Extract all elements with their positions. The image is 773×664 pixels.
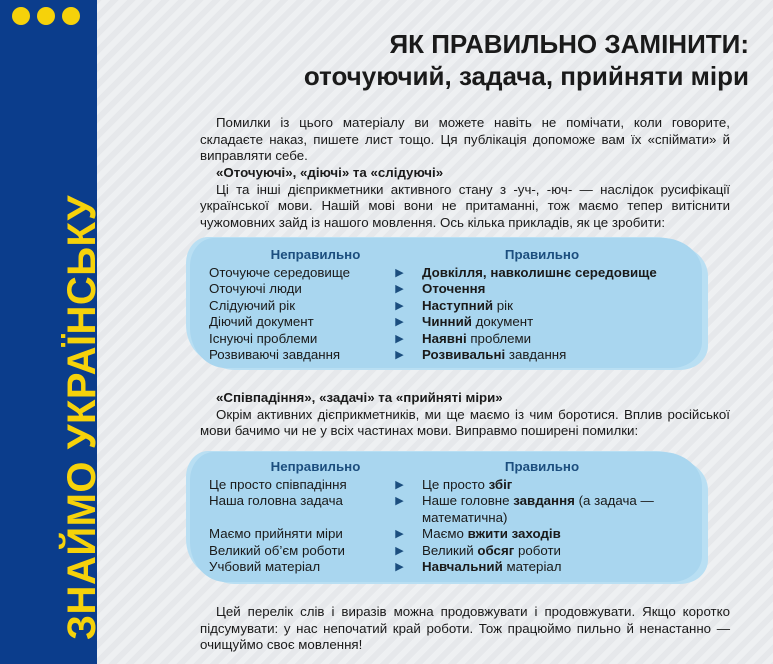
sidebar (0, 0, 104, 664)
dot-icon (12, 7, 30, 25)
arrow-right-icon: ▶ (395, 332, 404, 345)
section2-body: Окрім активних дієприкметників, ми ще маємо із чим боротися. Вплив російської мови бачимо чи не у всіх частинах мови. Виправмо поширені помилки: (200, 406, 730, 439)
table-row (209, 526, 679, 542)
wrong-cell: Діючий документ (209, 314, 314, 330)
table1-header (209, 247, 679, 265)
right-cell: Навчальний матеріал (422, 559, 562, 575)
table-row (209, 314, 679, 330)
col-wrong-header: Неправильно (270, 247, 361, 262)
table1 (209, 247, 679, 363)
table-row (209, 298, 679, 314)
table-row (209, 559, 679, 575)
wrong-cell: Маємо прийняти міри (209, 526, 343, 542)
arrow-right-icon: ▶ (395, 561, 404, 574)
wrong-cell: Великий об’єм роботи (209, 542, 345, 558)
col-wrong-header: Неправильно (270, 459, 361, 474)
right-cell: Наявні проблеми (422, 330, 532, 346)
table-row (209, 265, 679, 281)
decor-dots (12, 7, 80, 25)
arrow-right-icon: ▶ (395, 283, 404, 296)
table-row (209, 477, 679, 493)
right-cell: Наше головне завдання (а задача — математична) (422, 493, 654, 525)
right-cell: Великий обсяг роботи (422, 542, 561, 558)
arrow-right-icon: ▶ (395, 267, 404, 279)
arrow-right-icon: ▶ (395, 479, 404, 491)
section1-heading: «Оточуючі», «діючі» та «слідуючі» (216, 165, 444, 180)
section1-body: Ці та інші дієприкметники активного стану з -уч-, -юч- — наслідок русифікації української мови. Нашій мові вони не притаманні, тож маємо тепер витіснити чужомовних зайд із нашого мовлення. Ось кілька прикладів, як це зробити: (200, 181, 730, 230)
col-right-header: Правильно (504, 247, 580, 262)
right-cell: Це просто збіг (422, 477, 513, 492)
arrow-right-icon: ▶ (395, 495, 404, 508)
table-row (209, 331, 679, 347)
section2-heading: «Співпадіння», «задачі» та «прийняті міри» (216, 390, 503, 405)
table-row (209, 493, 679, 526)
wrong-cell: Оточуючі люди (209, 281, 302, 297)
intro-text: Помилки із цього матеріалу ви можете навіть не помічати, коли говорите, складаєте наказ, пишете лист тощо. Ця публікація допоможе вам їх «спіймати» й виправляти себе. (200, 115, 730, 164)
arrow-right-icon: ▶ (395, 316, 404, 329)
right-cell: Чинний документ (422, 314, 534, 330)
arrow-right-icon: ▶ (395, 299, 404, 312)
page-title (304, 28, 749, 92)
wrong-cell: Учбовий матеріал (209, 559, 321, 575)
title-line-1: ЯК ПРАВИЛЬНО ЗАМІНИТИ: (389, 29, 749, 59)
wrong-cell: Існуючі проблеми (209, 330, 318, 346)
arrow-right-icon: ▶ (395, 544, 404, 557)
section1-text (200, 165, 730, 231)
arrow-right-icon: ▶ (395, 528, 404, 541)
wrong-cell: Наша головна задача (209, 493, 343, 509)
wrong-cell: Розвиваючі завдання (209, 347, 341, 363)
table2-header (209, 459, 679, 477)
right-cell: Оточення (422, 281, 486, 297)
vertical-title: ЗНАЙМО УКРАЇНСЬКУ (60, 195, 104, 640)
table-row (209, 543, 679, 559)
right-cell: Довкілля, навколишнє середовище (422, 265, 657, 280)
dot-icon (37, 7, 55, 25)
table-row (209, 347, 679, 363)
wrong-cell: Оточуюче середовище (209, 265, 351, 280)
right-cell: Розвивальні завдання (422, 347, 567, 363)
intro-paragraph (200, 115, 730, 165)
table-row (209, 281, 679, 297)
table2 (209, 459, 679, 575)
title-line-2: оточуючий, задача, прийняти міри (303, 61, 749, 91)
outro-paragraph (200, 604, 730, 654)
section2-text (200, 390, 730, 440)
arrow-right-icon: ▶ (395, 349, 404, 362)
dot-icon (62, 7, 80, 25)
outro-text: Цей перелік слів і виразів можна продовжувати і продовжувати. Якщо коротко підсумувати: у нас непочатий край роботи. Тож працюймо пильно й ненастанно — очищуймо своє мовлення! (200, 604, 730, 653)
wrong-cell: Це просто співпадіння (209, 477, 347, 492)
wrong-cell: Слідуючий рік (209, 297, 296, 313)
right-cell: Наступний рік (422, 297, 513, 313)
right-cell: Маємо вжити заходів (422, 526, 561, 542)
col-right-header: Правильно (504, 459, 580, 474)
